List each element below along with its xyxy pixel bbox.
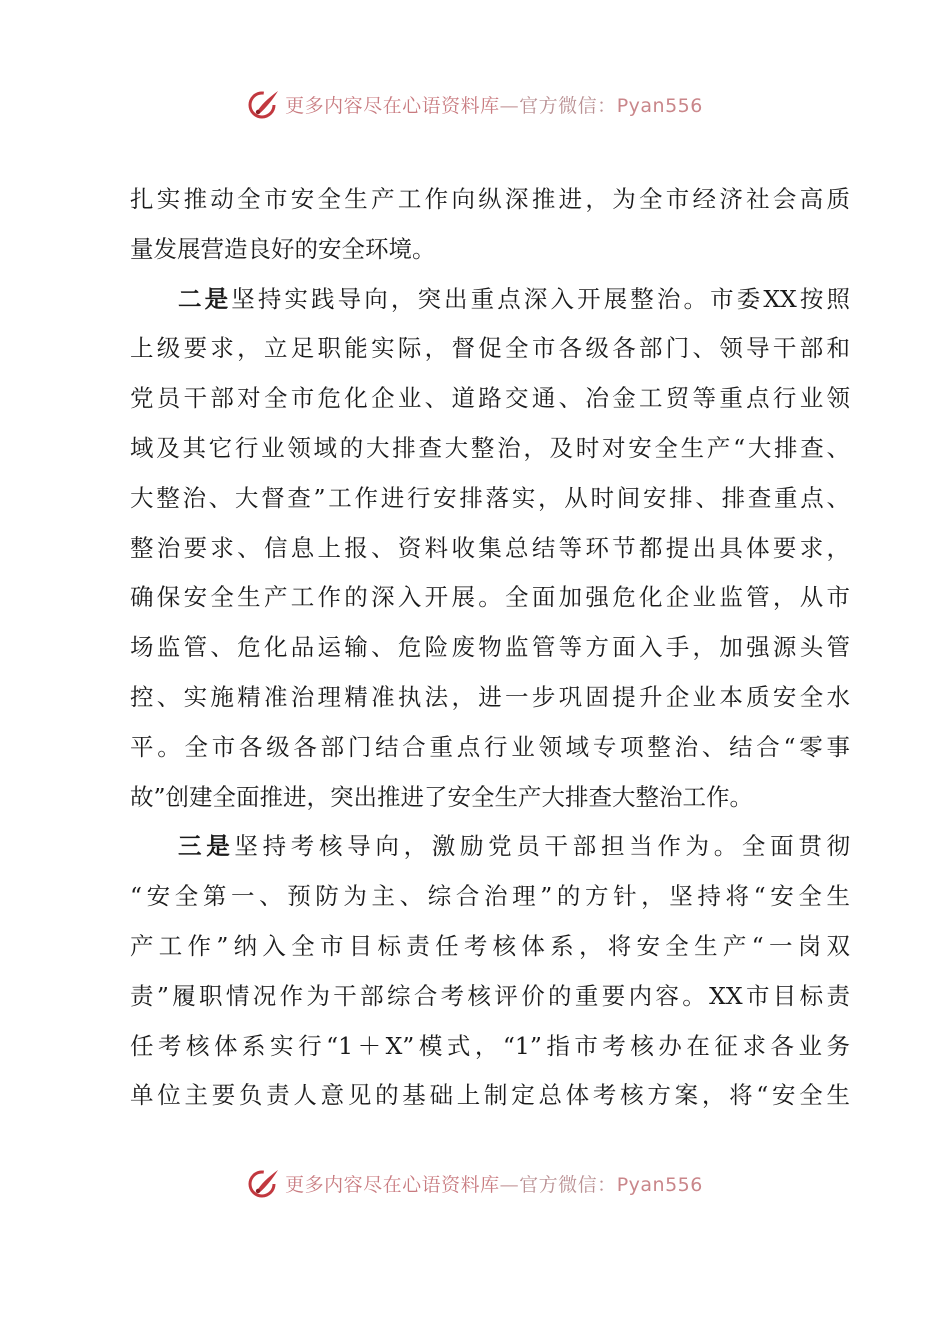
text-line: 大整治、大督查”工作进行安排落实，从时间安排、排查重点、: [130, 483, 850, 512]
text-run: 坚持考核导向，激励党员干部担当作为。全面贯彻: [234, 832, 851, 861]
text-line: 平。全市各级各部门结合重点行业领域专项整治、结合“零事: [130, 732, 850, 761]
text-line: 产工作”纳入全市目标责任考核体系，将安全生产“一岗双: [130, 931, 850, 960]
text-line: 故”创建全面推进，突出推进了安全生产大排查大整治工作。: [130, 782, 754, 811]
text-line: 任考核体系实行“1＋X”模式，“1”指市考核办在征求各业务: [130, 1031, 850, 1060]
watermark-separator: —: [499, 94, 520, 117]
paragraph-first-line: [130, 275, 850, 325]
text-line: “安全第一、预防为主、综合治理”的方针，坚持将“安全生: [130, 882, 850, 911]
header-watermark: [0, 84, 950, 124]
text-line: 量发展营造良好的安全环境。: [130, 234, 436, 263]
brush-logo-icon: [247, 87, 281, 121]
text-line: 责”履职情况作为干部综合考核评价的重要内容。XX市目标责: [130, 981, 850, 1010]
watermark-wechat-label: 官方微信：: [519, 1173, 617, 1196]
text-line: 控、实施精准治理精准执法，进一步巩固提升企业本质安全水: [130, 682, 850, 711]
brush-logo-icon: [247, 1166, 281, 1200]
text-line: 域及其它行业领域的大排查大整治，及时对安全生产“大排查、: [130, 433, 850, 462]
watermark-wechat-id: Pyan556: [616, 94, 703, 117]
text-line: 上级要求，立足职能实际，督促全市各级各部门、领导干部和: [130, 334, 850, 363]
paragraph-first-line: [130, 822, 850, 872]
text-line: 整治要求、信息上报、资料收集总结等环节都提出具体要求，: [130, 533, 850, 562]
watermark-wechat-id: Pyan556: [616, 1173, 703, 1196]
paragraph-lead: 三是: [178, 832, 235, 861]
text-run: 坚持实践导向，突出重点深入开展整治。市委XX按照: [231, 284, 850, 313]
watermark-wechat-label: 官方微信：: [519, 94, 617, 117]
document-body: [130, 175, 850, 1121]
paragraph-lead: 二是: [178, 284, 232, 313]
text-line: 党员干部对全市危化企业、道路交通、冶金工贸等重点行业领: [130, 384, 850, 413]
text-line: 单位主要负责人意见的基础上制定总体考核方案，将“安全生: [130, 1081, 850, 1110]
watermark-text: [285, 1170, 703, 1197]
watermark-main: 更多内容尽在心语资料库: [285, 1173, 500, 1196]
footer-watermark: [0, 1163, 950, 1203]
watermark-main: 更多内容尽在心语资料库: [285, 94, 500, 117]
text-line: 场监管、危化品运输、危险废物监管等方面入手，加强源头管: [130, 633, 850, 662]
text-line: 扎实推动全市安全生产工作向纵深推进，为全市经济社会高质: [130, 185, 850, 213]
watermark-separator: —: [499, 1173, 520, 1196]
text-line: 确保安全生产工作的深入开展。全面加强危化企业监管，从市: [130, 583, 850, 612]
watermark-text: [285, 91, 703, 118]
